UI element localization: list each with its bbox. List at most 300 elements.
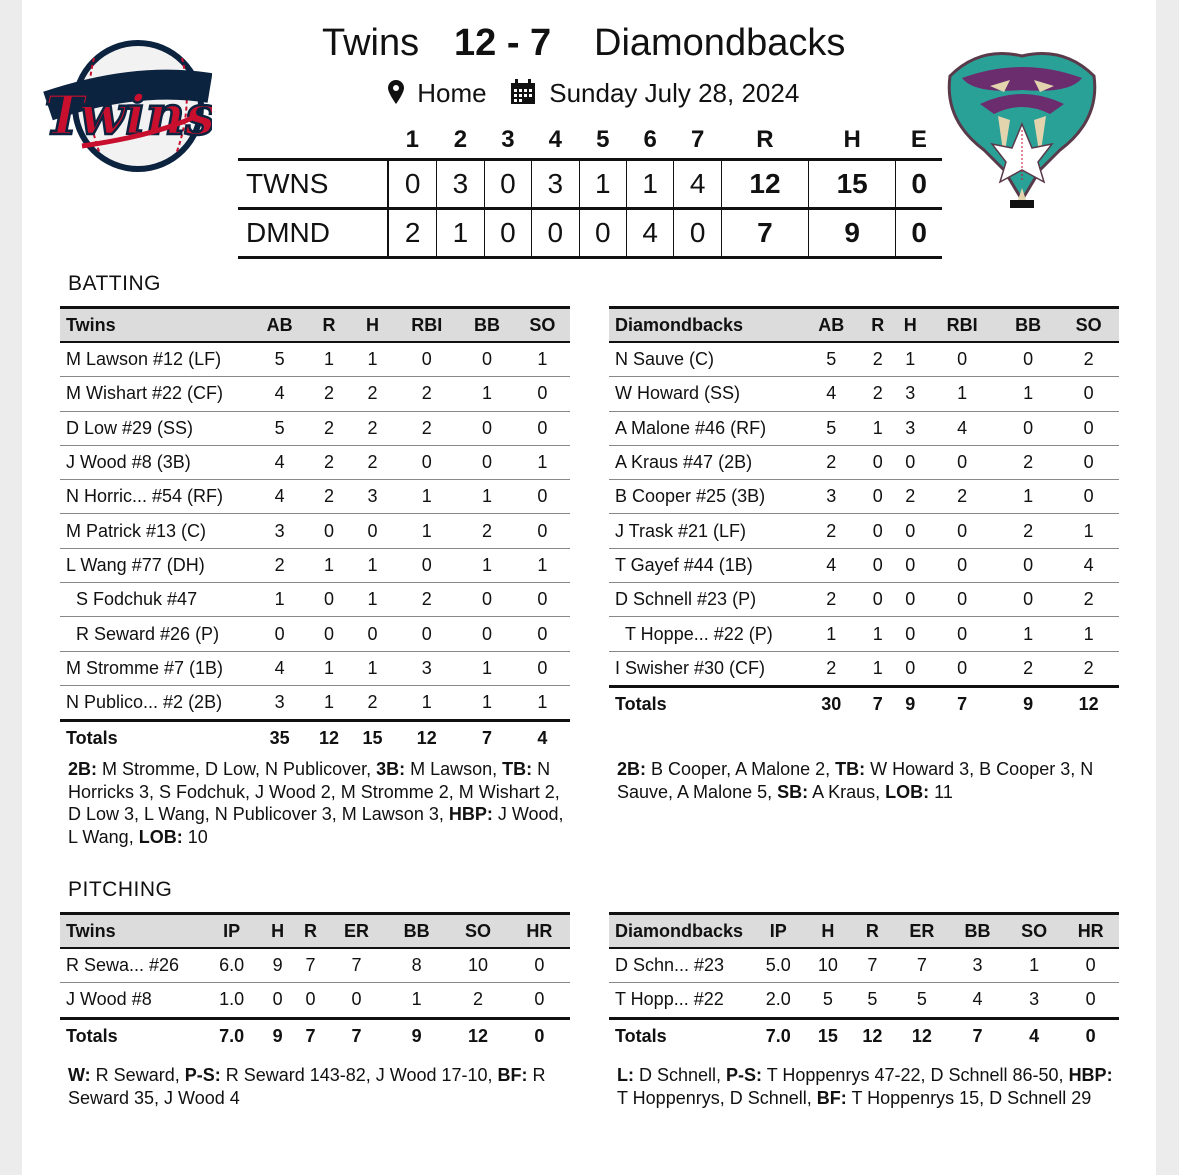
player-stat: 1 [459, 548, 514, 582]
player-row [60, 617, 570, 651]
location-label: Home [417, 78, 487, 108]
player-stat: 0 [1058, 445, 1119, 479]
pitching-section-title: PITCHING [68, 878, 173, 901]
player-row [609, 514, 1119, 548]
player-stat: 1 [307, 651, 350, 685]
inning-header: 4 [548, 126, 562, 153]
player-stat: 1 [1006, 948, 1063, 983]
inning-runs: 2 [388, 209, 437, 258]
player-stat: 0 [1062, 983, 1119, 1018]
column-header: BB [386, 914, 447, 949]
player-stat: 3 [801, 480, 862, 514]
player-stat: 5 [806, 983, 851, 1018]
player-stat: 5.0 [751, 948, 806, 983]
pitching-table-away [609, 912, 1119, 1053]
inning-runs: 3 [437, 160, 484, 209]
player-row [609, 983, 1119, 1018]
player-row [60, 411, 570, 445]
inning-runs: 0 [388, 160, 437, 209]
player-stat: 0 [1062, 948, 1119, 983]
home-team-name: Twins [322, 22, 420, 64]
column-header: R [307, 308, 350, 343]
player-stat: 2 [998, 445, 1059, 479]
player-name: D Low #29 (SS) [60, 411, 252, 445]
total-stat: 12 [911, 1025, 932, 1046]
player-stat: 5 [252, 342, 307, 377]
player-stat: 0 [515, 651, 570, 685]
player-stat: 0 [509, 983, 570, 1018]
player-stat: 2 [862, 377, 894, 411]
player-stat: 0 [515, 411, 570, 445]
note-text: R Seward 35, J Wood 4 [68, 1065, 551, 1108]
diamondbacks-logo-graphic [940, 50, 1104, 214]
date-info [510, 78, 799, 112]
player-stat: 0 [394, 548, 459, 582]
player-stat: 5 [895, 983, 950, 1018]
player-stat: 0 [459, 583, 514, 617]
note-text: W Howard 3, B Cooper 3, N Sauve, A Malone 5, [617, 759, 1099, 802]
player-stat: 2 [307, 445, 350, 479]
column-header: R [862, 308, 894, 343]
batting-notes-home [68, 758, 568, 848]
player-stat: 5 [801, 342, 862, 377]
player-stat: 4 [252, 480, 307, 514]
player-stat: 1 [307, 342, 350, 377]
player-name: B Cooper #25 (3B) [609, 480, 801, 514]
player-row [609, 548, 1119, 582]
player-stat: 0 [862, 583, 894, 617]
player-stat: 0 [459, 445, 514, 479]
player-stat: 0 [307, 617, 350, 651]
note-text: T Hoppenrys, D Schnell, [617, 1065, 1118, 1108]
player-row [609, 583, 1119, 617]
total-stat: 9 [1023, 693, 1034, 714]
note-text: M Lawson, [405, 759, 503, 779]
player-stat: 0 [394, 617, 459, 651]
total-stat: 15 [817, 1025, 838, 1046]
player-stat: 2 [394, 377, 459, 411]
player-row [609, 651, 1119, 686]
map-pin-icon [388, 80, 404, 111]
column-header: ER [327, 914, 386, 949]
player-stat: 9 [261, 948, 294, 983]
total-stat: 12 [318, 728, 340, 749]
player-stat: 5 [850, 983, 895, 1018]
totals-label: Totals [615, 693, 667, 714]
player-stat: 4 [252, 445, 307, 479]
game-title [322, 22, 882, 70]
player-stat: 4 [801, 377, 862, 411]
inning-header: 7 [690, 126, 705, 153]
player-name: T Hopp... #22 [609, 983, 751, 1018]
player-stat: 2.0 [751, 983, 806, 1018]
note-label: BF: [816, 1087, 847, 1108]
inning-header: 6 [643, 126, 657, 153]
player-stat: 0 [862, 480, 894, 514]
hits-header: H [843, 126, 861, 153]
inning-runs: 1 [626, 160, 673, 209]
player-stat: 1 [351, 342, 394, 377]
diamondbacks-logo [940, 50, 1104, 214]
total-stat: 7.0 [765, 1025, 791, 1046]
inning-runs: 4 [626, 209, 673, 258]
player-stat: 0 [307, 514, 350, 548]
boxscore-page [22, 0, 1156, 1175]
errors-header: E [910, 126, 927, 153]
player-stat: 0 [998, 583, 1059, 617]
line-score-header [238, 122, 942, 160]
note-text: 11 [929, 781, 953, 802]
column-header: RBI [394, 308, 459, 343]
player-stat: 7 [895, 948, 950, 983]
pitching-team-header: Twins [60, 914, 202, 949]
player-stat: 1 [386, 983, 447, 1018]
player-name: T Hoppe... #22 (P) [609, 617, 801, 651]
player-stat: 1 [894, 342, 926, 377]
player-stat: 3 [252, 685, 307, 720]
player-stat: 2 [998, 651, 1059, 686]
player-row [609, 480, 1119, 514]
total-stat: 7 [957, 693, 968, 714]
player-name: M Stromme #7 (1B) [60, 651, 252, 685]
pitching-team-header: Diamondbacks [609, 914, 751, 949]
player-name: W Howard (SS) [609, 377, 801, 411]
totals-row [609, 1018, 1119, 1053]
player-stat: 2 [394, 411, 459, 445]
player-row [60, 377, 570, 411]
player-name: J Wood #8 [60, 983, 202, 1018]
total-stat: 7.0 [219, 1025, 245, 1046]
total-hits: 15 [809, 160, 896, 209]
player-stat: 1 [394, 514, 459, 548]
inning-header: 3 [501, 126, 515, 153]
pitching-table-home [60, 912, 570, 1053]
inning-runs: 0 [484, 209, 531, 258]
player-stat: 0 [252, 617, 307, 651]
column-header: HR [509, 914, 570, 949]
player-stat: 0 [351, 617, 394, 651]
column-header: H [894, 308, 926, 343]
player-stat: 0 [894, 583, 926, 617]
player-name: N Publico... #2 (2B) [60, 685, 252, 720]
player-stat: 2 [926, 480, 997, 514]
total-stat: 9 [411, 1025, 422, 1046]
line-score-team: TWNS [238, 160, 388, 209]
player-stat: 2 [1058, 342, 1119, 377]
twins-logo [42, 36, 212, 176]
player-stat: 0 [327, 983, 386, 1018]
player-row [60, 342, 570, 377]
batting-table-home [60, 306, 570, 755]
player-stat: 0 [1058, 377, 1119, 411]
player-stat: 1 [998, 377, 1059, 411]
totals-row [60, 1018, 570, 1053]
column-header: BB [949, 914, 1006, 949]
player-name: D Schnell #23 (P) [609, 583, 801, 617]
totals-label: Totals [66, 1025, 118, 1046]
note-label: HBP: [448, 804, 493, 824]
note-label: BF: [497, 1065, 528, 1085]
batting-team-header: Diamondbacks [609, 308, 801, 343]
player-stat: 1 [307, 548, 350, 582]
player-name: M Patrick #13 (C) [60, 514, 252, 548]
player-stat: 0 [459, 617, 514, 651]
player-stat: 0 [926, 548, 997, 582]
player-row [609, 411, 1119, 445]
column-header: R [294, 914, 327, 949]
note-label: 3B: [376, 759, 406, 779]
line-score-table [238, 122, 942, 259]
player-stat: 2 [447, 983, 508, 1018]
player-stat: 0 [862, 548, 894, 582]
player-stat: 2 [801, 583, 862, 617]
column-header: SO [515, 308, 570, 343]
totals-label: Totals [66, 728, 118, 749]
player-stat: 0 [351, 514, 394, 548]
player-stat: 0 [394, 342, 459, 377]
player-stat: 1 [926, 377, 997, 411]
player-stat: 4 [949, 983, 1006, 1018]
player-stat: 0 [515, 480, 570, 514]
note-label: P-S: [726, 1065, 763, 1085]
player-stat: 0 [307, 583, 350, 617]
inning-runs: 1 [437, 209, 484, 258]
player-stat: 2 [459, 514, 514, 548]
away-team-name: Diamondbacks [594, 22, 846, 64]
player-row [609, 342, 1119, 377]
player-stat: 0 [926, 651, 997, 686]
player-stat: 0 [894, 651, 926, 686]
player-row [60, 948, 570, 983]
player-row [60, 548, 570, 582]
note-label: 2B: [617, 759, 647, 779]
player-stat: 0 [394, 445, 459, 479]
player-stat: 8 [386, 948, 447, 983]
player-stat: 1 [351, 651, 394, 685]
column-header: H [351, 308, 394, 343]
player-stat: 1 [1058, 617, 1119, 651]
pitching-notes-home [68, 1064, 578, 1109]
note-label: TB: [835, 759, 866, 779]
player-stat: 2 [307, 480, 350, 514]
player-stat: 4 [252, 651, 307, 685]
player-row [60, 480, 570, 514]
player-name: T Gayef #44 (1B) [609, 548, 801, 582]
player-stat: 1 [515, 342, 570, 377]
player-name: R Sewa... #26 [60, 948, 202, 983]
note-text: R Seward 143-82, J Wood 17-10, [220, 1065, 498, 1085]
twins-logo-graphic [42, 36, 212, 176]
player-row [609, 617, 1119, 651]
note-label: LOB: [885, 781, 930, 802]
total-stat: 7 [305, 1025, 316, 1046]
player-stat: 0 [862, 445, 894, 479]
player-stat: 0 [926, 445, 997, 479]
player-stat: 1 [459, 377, 514, 411]
player-stat: 4 [1058, 548, 1119, 582]
player-stat: 0 [894, 548, 926, 582]
column-header: HR [1062, 914, 1119, 949]
player-stat: 3 [949, 948, 1006, 983]
total-stat: 7 [972, 1025, 983, 1046]
player-stat: 0 [894, 514, 926, 548]
player-stat: 0 [515, 617, 570, 651]
player-row [609, 445, 1119, 479]
inning-header: 5 [596, 126, 610, 153]
player-stat: 1.0 [202, 983, 261, 1018]
line-score-corner [238, 122, 388, 160]
total-errors: 0 [896, 160, 942, 209]
player-stat: 2 [351, 411, 394, 445]
player-name: J Wood #8 (3B) [60, 445, 252, 479]
player-stat: 0 [998, 411, 1059, 445]
player-stat: 0 [998, 342, 1059, 377]
player-stat: 1 [862, 651, 894, 686]
column-header: BB [459, 308, 514, 343]
player-name: I Swisher #30 (CF) [609, 651, 801, 686]
total-hits: 9 [809, 209, 896, 258]
player-row [60, 514, 570, 548]
player-stat: 0 [509, 948, 570, 983]
player-stat: 0 [926, 583, 997, 617]
column-header: H [806, 914, 851, 949]
player-stat: 0 [515, 377, 570, 411]
total-stat: 15 [362, 728, 383, 749]
player-stat: 0 [894, 445, 926, 479]
player-stat: 4 [252, 377, 307, 411]
inning-header: 2 [453, 126, 468, 153]
line-score-row-away [238, 209, 942, 258]
total-stat: 35 [269, 728, 290, 749]
player-stat: 0 [515, 514, 570, 548]
player-stat: 2 [351, 377, 394, 411]
column-header: IP [202, 914, 261, 949]
player-row [609, 948, 1119, 983]
player-stat: 0 [261, 983, 294, 1018]
player-stat: 2 [307, 411, 350, 445]
total-stat: 0 [1085, 1025, 1096, 1046]
total-stat: 12 [467, 1025, 488, 1046]
note-text: T Hoppenrys 15, D Schnell 29 [846, 1087, 1092, 1108]
player-stat: 0 [459, 342, 514, 377]
player-stat: 1 [862, 617, 894, 651]
inning-header: 1 [405, 126, 420, 153]
note-label: LOB: [138, 826, 183, 847]
totals-label: Totals [615, 1025, 667, 1046]
date-label: Sunday July 28, 2024 [549, 78, 800, 108]
player-stat: 1 [252, 583, 307, 617]
player-stat: 1 [394, 685, 459, 720]
player-stat: 0 [1058, 411, 1119, 445]
pitching-notes-away [617, 1064, 1127, 1109]
note-label: SB: [777, 781, 809, 802]
runs-header: R [756, 126, 774, 153]
column-header: AB [801, 308, 862, 343]
player-stat: 1 [998, 617, 1059, 651]
note-text: M Stromme, D Low, N Publicover, [97, 759, 377, 779]
total-stat: 4 [1029, 1025, 1040, 1046]
player-stat: 2 [1058, 583, 1119, 617]
player-stat: 0 [894, 617, 926, 651]
total-stat: 12 [1078, 693, 1099, 714]
note-label: P-S: [184, 1065, 221, 1085]
batting-team-header: Twins [60, 308, 252, 343]
total-stat: 4 [537, 728, 548, 749]
player-stat: 0 [862, 514, 894, 548]
note-label: TB: [502, 759, 533, 779]
player-row [609, 377, 1119, 411]
player-name: A Kraus #47 (2B) [609, 445, 801, 479]
player-stat: 2 [1058, 651, 1119, 686]
player-name: D Schn... #23 [609, 948, 751, 983]
player-stat: 4 [801, 548, 862, 582]
player-stat: 2 [801, 445, 862, 479]
player-stat: 1 [515, 445, 570, 479]
line-score-row-home [238, 160, 942, 209]
inning-runs: 0 [579, 209, 626, 258]
note-text: 10 [182, 826, 208, 847]
player-stat: 1 [307, 685, 350, 720]
note-text: T Hoppenrys 47-22, D Schnell 86-50, [762, 1065, 1069, 1085]
player-stat: 2 [351, 445, 394, 479]
column-header: H [261, 914, 294, 949]
final-score: 12 - 7 [454, 22, 552, 64]
player-stat: 0 [459, 411, 514, 445]
player-name: J Trask #21 (LF) [609, 514, 801, 548]
player-name: M Lawson #12 (LF) [60, 342, 252, 377]
note-label: 2B: [68, 759, 98, 779]
column-header: SO [1006, 914, 1063, 949]
column-header: R [850, 914, 895, 949]
column-header: ER [895, 914, 950, 949]
note-label: L: [617, 1065, 634, 1085]
player-stat: 5 [801, 411, 862, 445]
player-stat: 1 [351, 583, 394, 617]
player-name: S Fodchuk #47 [60, 583, 252, 617]
player-stat: 0 [926, 514, 997, 548]
player-stat: 1 [998, 480, 1059, 514]
inning-runs: 1 [579, 160, 626, 209]
player-stat: 1 [515, 685, 570, 720]
player-stat: 1 [459, 685, 514, 720]
player-row [60, 983, 570, 1018]
player-stat: 0 [515, 583, 570, 617]
inning-runs: 0 [484, 160, 531, 209]
column-header: AB [252, 308, 307, 343]
total-runs: 7 [721, 209, 808, 258]
player-stat: 2 [894, 480, 926, 514]
player-stat: 5 [252, 411, 307, 445]
player-name: A Malone #46 (RF) [609, 411, 801, 445]
player-stat: 3 [894, 377, 926, 411]
note-text: N Horricks 3, S Fodchuk, J Wood 2, M Stromme 2, M Wishart 2, D Low 3, L Wang, N Publicover 3, M Lawson 3, [68, 759, 565, 824]
inning-runs: 4 [674, 160, 721, 209]
player-stat: 1 [459, 651, 514, 685]
totals-row [609, 686, 1119, 721]
player-stat: 7 [294, 948, 327, 983]
player-row [60, 651, 570, 685]
total-stat: 30 [821, 693, 842, 714]
note-label: W: [68, 1065, 91, 1085]
calendar-icon [510, 79, 536, 112]
player-stat: 0 [926, 342, 997, 377]
column-header: RBI [926, 308, 997, 343]
player-stat: 2 [801, 514, 862, 548]
note-text: R Seward, [90, 1065, 185, 1085]
player-stat: 7 [327, 948, 386, 983]
player-stat: 2 [252, 548, 307, 582]
player-stat: 6.0 [202, 948, 261, 983]
